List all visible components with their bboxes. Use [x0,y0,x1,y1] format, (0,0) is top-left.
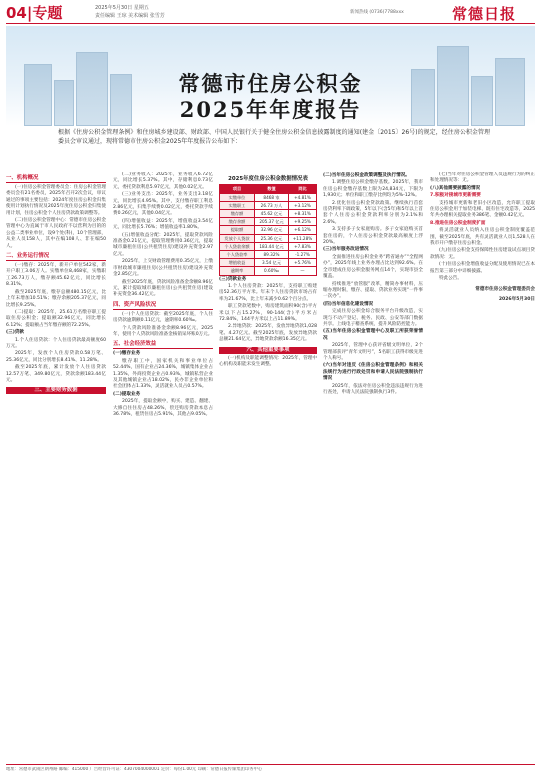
paragraph: 2025年，上交财政管理费用0.35亿元，上缴市财政城市廉租住房(公共租赁住房)建设补充资金2.85亿元。 [113,259,213,278]
subheading: (三)贷款 [6,330,24,336]
paragraph: 截至2025年底，贷款风险准备金余额8.96亿元，累计提取城市廉租住房(公共租赁住房)建设补充资金36.42亿元。 [113,279,213,298]
paragraph: (五)增值收益分配：2025年，提取贷款风险准备金0.21亿元，提取管理费用0.36亿元，提取城市廉租住房(公共租赁住房)建设补充资金2.97亿元。 [113,232,213,257]
paragraph: (三)业务支出：2025年，业务支出3.18亿元，同比增长4.95%。其中，支付缴存职工利息2.86亿元，归集手续费0.02亿元，委托贷款手续费0.26亿元，其他0.04亿元。 [113,192,213,217]
table-cell: -1.27% [289,251,317,259]
footer-rule [6,764,535,765]
table-cell: 缴存额 [220,210,255,218]
section-heading: 五、社会经济效益 [113,341,213,349]
table-cell: 3.54 亿元 [255,259,289,267]
table-row [220,218,317,226]
subheading: (一)缴存业务 [113,351,141,357]
subheading: (三)贷款业务 [219,276,247,282]
table-header-cell: 数值 [255,185,289,193]
table-row [220,234,317,242]
subheading: (六)当年对违反《住房公积金管理条例》和相关法规行为进行行政处罚和申请人民法院强制执行情况 [323,363,423,382]
paragraph: 2025年，管理中心获评省级文明单位，2个管理部获评“青年文明号”，5名职工获得市级先进个人称号。 [323,343,423,361]
report-title-line1: 常德市住房公积金 [178,71,363,96]
table-header-row [220,185,317,193]
table-row [220,251,317,259]
subheading: (三)当年服务改进情况 [323,247,369,253]
article-column-4 [323,172,423,758]
edition-editors: 责任编辑 王琼 美术编辑 张雪芳 [95,13,165,19]
subheading: (五)当年住房公积金管理中心及职工所获荣誉情况 [323,329,423,341]
paragraph: (一)个人住房贷款：截至2025年底，个人住房贷款逾期额0.11亿元，逾期率0.60‰。 [113,311,213,324]
table-cell: 183.44 亿元 [255,242,289,250]
section-heading: 四、资产风险状况 [113,302,213,310]
table-header-cell: 同比 [289,185,317,193]
paragraph: 2025年，依法对住房公积金违法违规行为进行查处，申请人民法院强制执行3件。 [323,383,423,395]
paragraph: 1.个人住房贷款：个人住房贷款最高额度60万元。 [6,337,106,349]
table-cell: 缴存余额 [220,218,255,226]
paragraph: (一)住房公积金管理委员会：住房公积金管理委员会有21名委员，2025年召开2次会议，审议通过的事项主要包括：2024年度住房公积金归集使用计划执行情况及2025年度住房公积金归集使用计划，住房公积金个人住房贷款政策调整等。 [6,185,106,216]
paragraph: (一)机构及职能调整情况：2025年，管理中心机构及职能未发生调整。 [219,355,317,368]
table-cell: 32.96 亿元 [255,226,289,234]
table-row [220,267,317,275]
paragraph: 职工贷款笔数中，购房建筑面积90(含)平方米以下占15.27%，90-144(含)平方米占72.84%，144平方米以上占11.89%。 [219,304,317,323]
table-cell: 26.73 万人 [255,201,289,209]
paragraph: 2.优化住房公积金贷款政策。继续执行首套房贷利率下调政策，5年以下(含5年)和5年以上首套个人住房公积金贷款利率分别为2.1%和2.6%。 [323,200,423,225]
page-header [0,0,541,26]
table-cell: +3.12% [289,201,317,209]
article-column-3 [219,172,317,758]
paragraph: 支持城市更新和老旧小区改造，允许职工提取住房公积金用于加装电梯、既有住宅改造等，2025年共办理相关提取业务386笔、金额0.42亿元。 [430,200,535,219]
table-cell: +7.83% [289,242,317,250]
masthead-logo: 常德日报 [452,5,517,23]
section-heading: 二、业务运行情况 [6,253,106,261]
article-column-5 [430,172,535,758]
table-cell: +5.76% [289,259,317,267]
table-cell: 45.62 亿元 [255,210,289,218]
paragraph: 特此公告。 [439,276,462,282]
paragraph: (十)住房公积金增值收益分配及使用情况已在本报告第三部分中详细披露。 [430,262,535,274]
paragraph: 3.支持多子女家庭购房。多子女家庭购买首套住房的，个人住房公积金贷款最高额度上浮20%。 [323,227,423,246]
paragraph: 截至2025年底，缴存总额480.15亿元，比上年末增加10.51%；缴存余额205.37亿元，同比增长9.25%。 [6,289,106,308]
table-cell: 8468 家 [255,193,289,201]
table-cell: 增值收益 [220,259,255,267]
paragraph: 2025年，提取金额中，购买、建造、翻建、大修自住住房占48.26%，偿还购房贷款本息占36.78%，租赁住房占5.91%，其他占9.05%。 [113,399,213,417]
table-body [220,193,317,275]
signature-org: 常德市住房公积金管理委员会 [475,286,535,292]
section-heading-box: 三、主要财务数据 [6,387,106,394]
paragraph: (四)增值收益：2025年，增值收益3.54亿元，同比增长5.76%；增值收益率1.80%。 [113,218,213,231]
table-row [220,242,317,250]
table-cell: — [289,267,317,275]
paragraph: (七)当年对住房公积金管理人员违规行为的纠正和处理情况等：无。 [430,172,535,184]
table-row [220,201,317,209]
edition-date: 2025年5月30日 星期五 [95,5,149,11]
table-cell: +6.12% [289,226,317,234]
subheading: (二)当年住房公积金政策调整及执行情况。 [323,173,410,178]
table-cell: 实缴职工 [220,201,255,209]
data-table [219,184,317,275]
paragraph: 1.个人住房贷款：2025年，支持职工购建房52.36万平方米。年末个人住房贷款市场占有率为21.67%，比上年末减少0.62个百分点。 [219,284,317,302]
page-number: 04|专题 [6,4,63,22]
table-cell: +11.28% [289,234,317,242]
table-cell: 25.36 亿元 [255,234,289,242]
table-cell: 实缴单位 [220,193,255,201]
table-cell: 个人贷款率 [220,251,255,259]
paragraph: 2025年，发放个人住房贷款0.58万笔、25.36亿元，同比分别增长8.41%、11.28%。 [6,351,106,363]
subheading: (八)其他需要披露的情况 [430,185,481,191]
table-cell: +8.31% [289,210,317,218]
subheading: (四)当年信息化建设情况 [323,301,374,307]
table-row [220,259,317,267]
table-cell: 提取额 [220,226,255,234]
paragraph: 缴存职工中，国家机关和事业单位占52.44%，国有企业占24.36%，城镇集体企业占1.35%，外商投资企业占0.93%，城镇私营企业及其他城镇企业占18.02%，民办非企业单位和社会团体占1.33%，灵活就业人员占0.57%。 [113,358,213,390]
table-row [220,210,317,218]
paragraph: (二)提取：2025年，25.61万名缴存职工提取住房公积金；提取额32.96亿元，同比增长6.12%；提取额占当年缴存额的72.25%。 [6,309,106,328]
table-cell: +9.25% [289,218,317,226]
table-cell: 逾期率 [220,267,255,275]
table-cell: 89.32% [255,251,289,259]
paragraph: 2.异地贷款：2025年，发放异地贷款1,028笔、4.27亿元。截至2025年底，发放异地贷款总额21.64亿元，异地贷款余额16.35亿元。 [219,324,317,343]
paragraph: 持续推进“放管服”改革，精简办事材料，压缩办理时限，缴存、提取、贷款业务实现“一件事一次办”。 [323,281,423,300]
paragraph: (九)住房公积金支持保障性住房建设试点项目贷款情况：无。 [430,248,535,260]
section-heading-box: 六、其他重要事项 [219,347,317,354]
paragraph: 1.调整住房公积金缴存基数。2025年，我市住房公积金缴存基数上限为24,834元，下限为1,930元；单位和职工缴存比例均为5%-12%。 [323,180,423,199]
table-row [220,226,317,234]
intro-paragraph: 根据《住房公积金管理条例》和住房城乡建设部、财政部、中国人民银行关于健全住房公积金信息披露制度的通知(建金〔2015〕26号)的规定，经住房公积金管理委员会审议通过，现将常德市住房公积金2025年年度报告公布如下： [58,129,490,145]
table-title: 2025年度住房公积金数据情况表 [228,176,308,182]
paragraph: 全面推进住房公积金业务“跨省通办”“全程网办”，2025年线上业务办理占比达到92.6%。在全市建成住房公积金服务网点14个，实现市县全覆盖。 [323,254,423,280]
subheading: (二)提取业务 [113,391,141,397]
table-cell: 个人贷款余额 [220,242,255,250]
paragraph: (二)住房公积金管理中心：常德市住房公积金管理中心为直属于市人民政府不以营利为目的的公益二类事业单位，设9个处(科)，10个管理部，从业人员158人，其中在编108人、非在编50人。 [6,218,106,249]
table-cell: 205.37 亿元 [255,218,289,226]
paragraph: 截至2025年底，累计发放个人住房贷款12.57万笔、349.80亿元，贷款余额183.44亿元。 [6,365,106,383]
paragraph: 将灵活就业人员纳入住房公积金制度覆盖范围，截至2025年底，共有灵活就业人员1,528人在我市开户缴存住房公积金。 [430,228,535,247]
table-header-cell: 项目 [220,185,255,193]
paragraph: 完成住房公积金综合服务平台升级改造，实现与不动产登记、税务、民政、公安等部门数据共享。上线电子稽查系统，提升风险防控能力。 [323,309,423,327]
subheading: 8.推进住房公积金制度扩面 [430,220,486,226]
paragraph: (二)业务收入：2025年，业务收入6.72亿元，同比增长5.37%。其中，存储利息0.73亿元，委托贷款利息5.97亿元，其他0.02亿元。 [113,172,213,190]
page-footer: 地址：常德市武陵区朗州路 邮编：415000 广告经营许可证：4307004000001 定价：每份1.00元 印刷：常德日报传媒集团印务中心 [6,767,263,772]
subheading: 7.积极对接城市更新需要 [430,193,481,199]
article-column-2 [113,172,213,758]
table-cell: 发放个人贷款 [220,234,255,242]
report-title-line2: 2025年年度报告 [179,97,362,122]
table-cell: +4.81% [289,193,317,201]
paragraph: (一)缴存：2025年，新开户单位542家，新开户职工3.06万人。实缴单位8,468家，实缴职工26.73万人，缴存额45.62亿元，同比增长8.31%。 [6,263,106,288]
table-cell: 0.60‰ [255,267,289,275]
table-row [220,193,317,201]
paragraph: 个人贷款风险准备金余额8.96亿元，2025年，使用个人贷款风险准备金核销呆坏账0万元。 [113,325,213,337]
section-heading: 一、机构概况 [6,175,106,183]
news-hotline: 新闻热线 (0736)7788xxx [350,10,404,15]
signature-date: 2026年5月30日 [498,296,535,302]
header-rule [6,23,535,24]
article-column-1 [6,172,106,758]
